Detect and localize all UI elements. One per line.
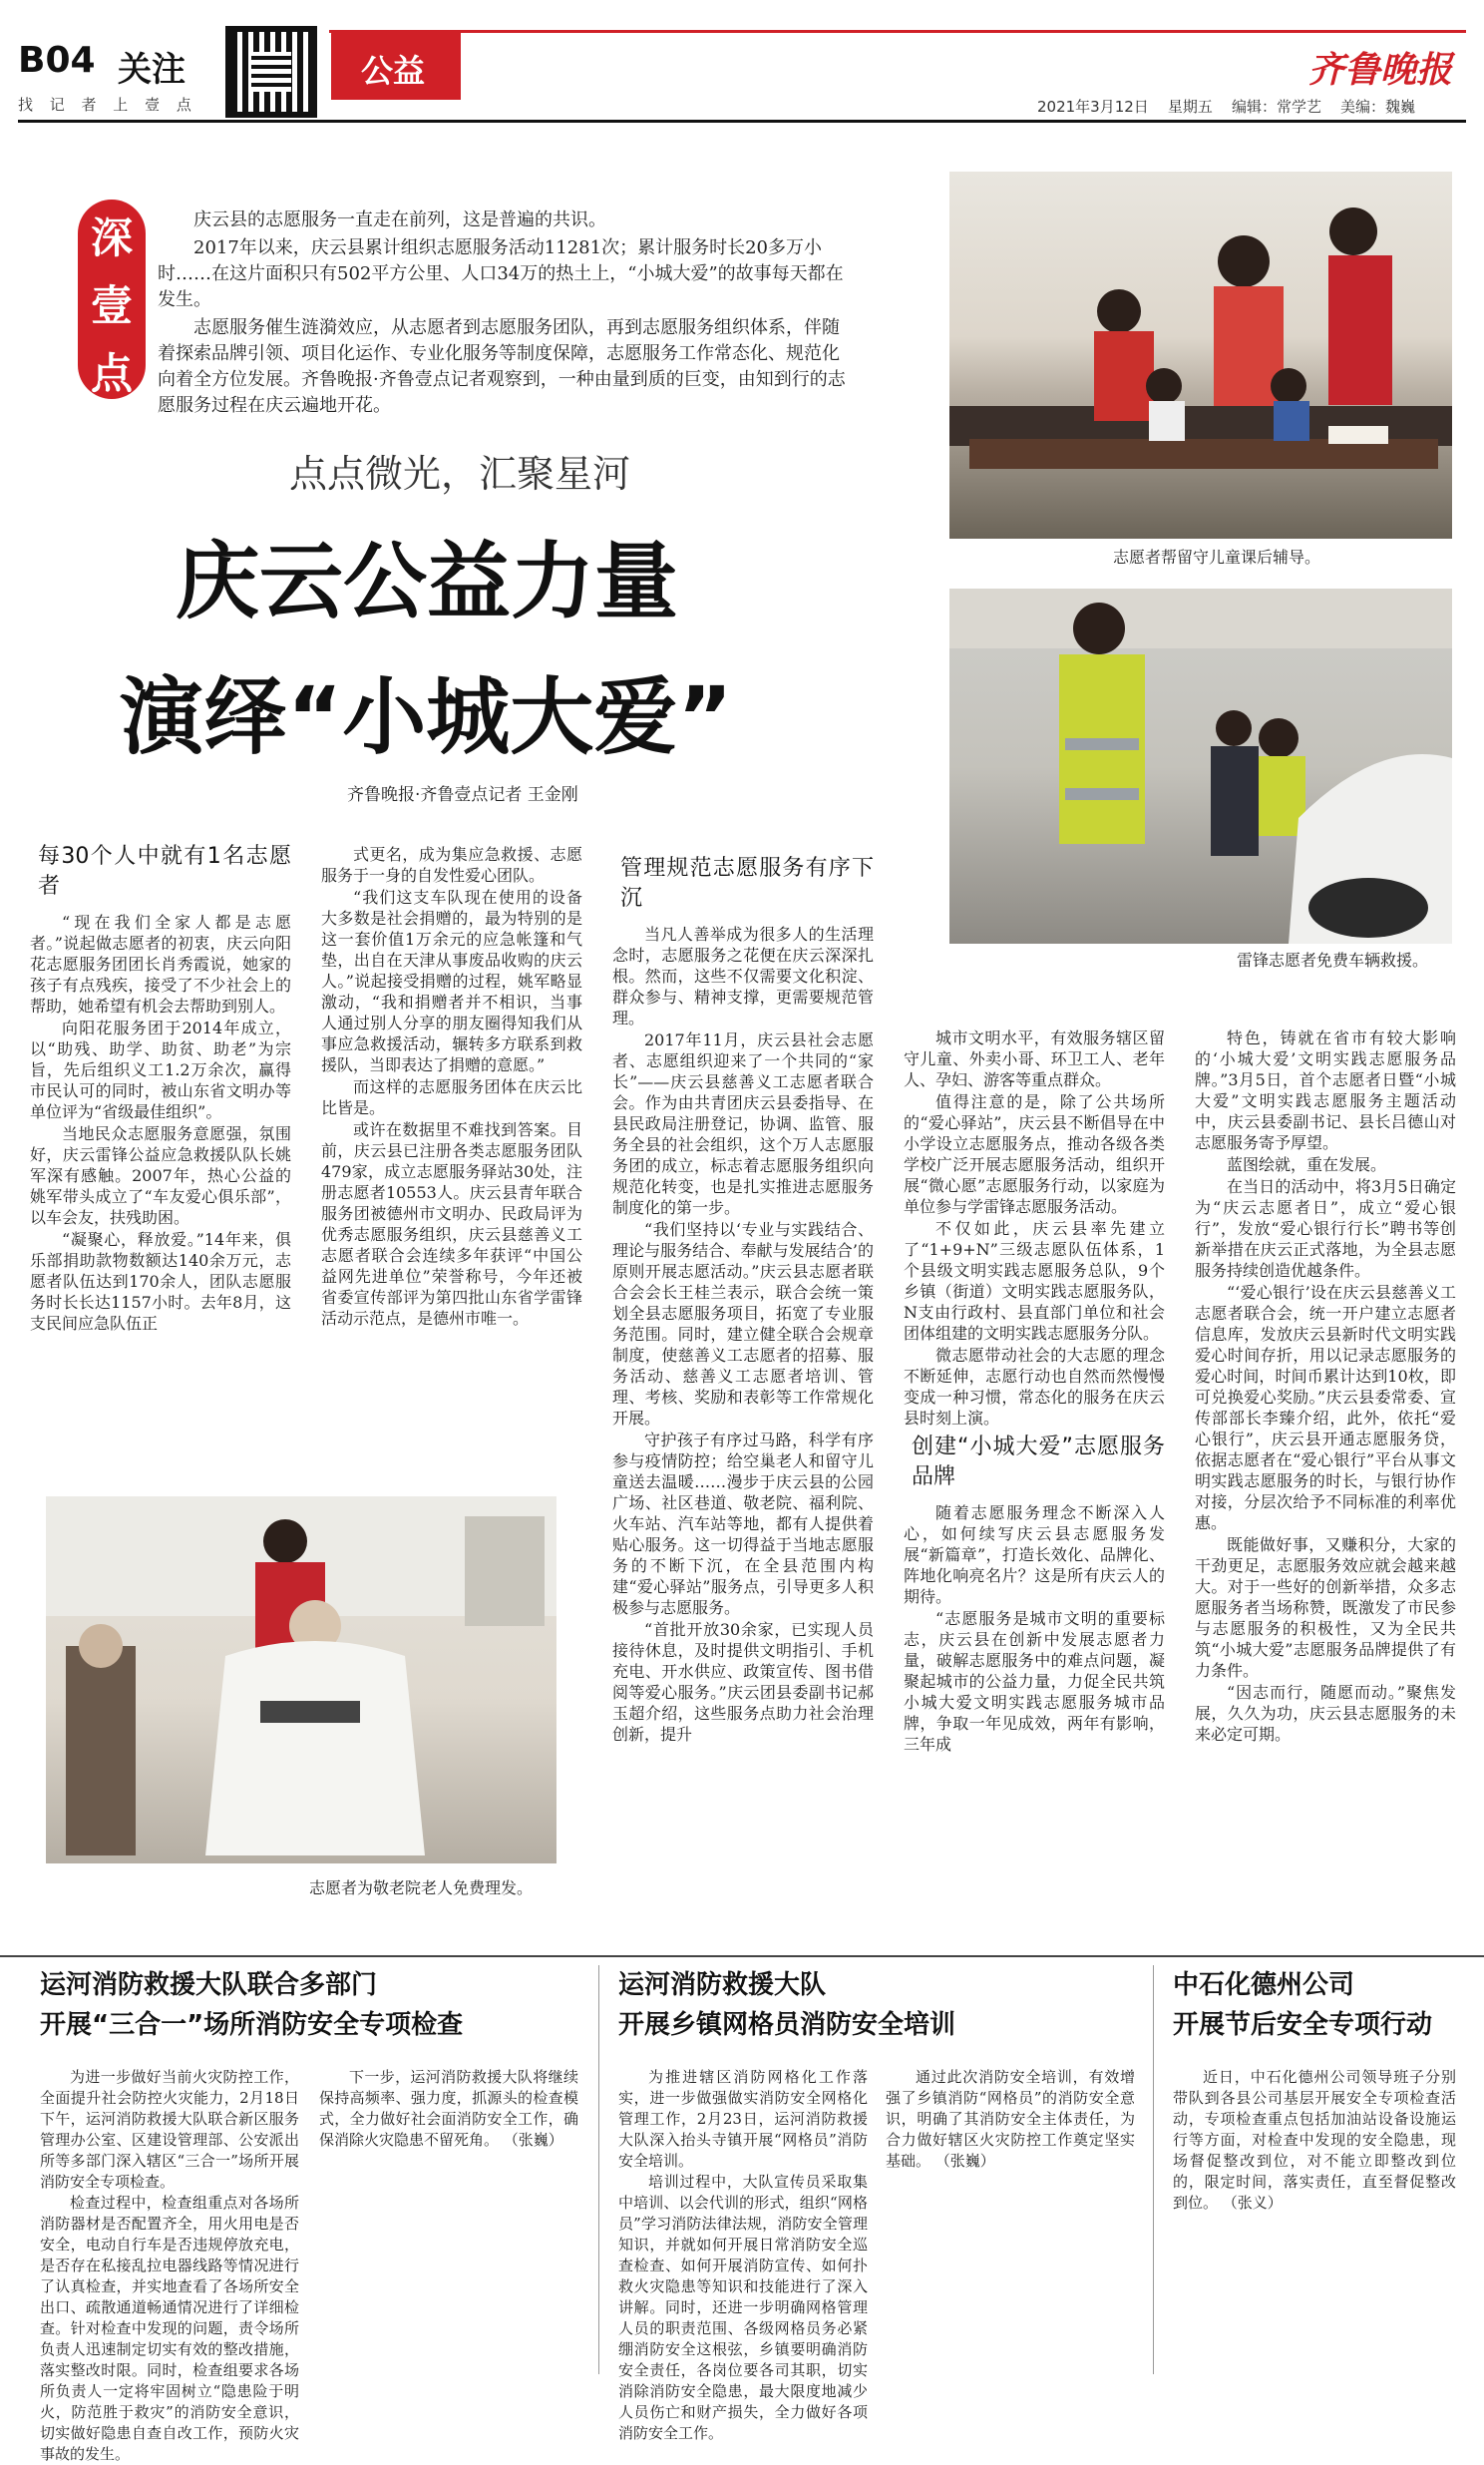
byline: 齐鲁晚报·齐鲁壹点记者 王金刚 xyxy=(347,785,578,805)
photo-rescue-scene xyxy=(949,589,1452,944)
section-heading: 创建“小城大爱”志愿服务品牌 xyxy=(912,1435,1165,1489)
article-para: “我们坚持以‘专业与实践结合、理论与服务结合、奉献与发展结合’的原则开展志愿活动。”庆云县志愿者联合会会长王桂兰表示，联合会统一策划全县志愿服务项目，拓宽了专业服务范围。同时，建立健全联合会规章制度，使慈善义工志愿者的招募、服务活动、慈善义工志愿者培训、管理、考核、奖励和表彰等工作常规化开展。 xyxy=(612,1220,874,1428)
photo-tutoring-caption: 志愿者帮留守儿童课后辅导。 xyxy=(1113,548,1321,567)
photo-haircut xyxy=(46,1496,556,1863)
article-para: 当凡人善举成为很多人的生活理念时，志愿服务之花便在庆云深深扎根。然而，这些不仅需要文化积淀、群众参与、精神支撑，更需要规范管理。 xyxy=(612,925,874,1027)
article-para: 蓝图绘就，重在发展。 xyxy=(1227,1155,1387,1174)
article-para: 守护孩子有序过马路，科学有序参与疫情防控；给空巢老人和留守儿童送去温暖……漫步于庆云县的公园广场、社区巷道、敬老院、福利院、火车站、汽车站等地，都有人提供着贴心服务。这一切得益于当地志愿服务的不断下沉，在全县范围内构建“爱心驿站”服务点，引导更多人积极参与志愿服务。 xyxy=(612,1431,874,1617)
page-number: B04 xyxy=(18,40,96,81)
intro-para: 庆云县的志愿服务一直走在前列，这是普遍的共识。 xyxy=(193,209,606,230)
tagline: 找 记 者 上 壹 点 xyxy=(18,96,197,114)
article-para: 既能做好事，又赚积分，大家的干劲更足，志愿服务效应就会越来越大。对于一些好的创新举措，众多志愿服务者当场称赞，既激发了市民参与志愿服务的积极性，又为全民共筑“小城大爱”志愿服务品牌提供了有力条件。 xyxy=(1195,1535,1456,1680)
newspaper-logo: 齐鲁晚报 xyxy=(1308,49,1453,91)
news-divider xyxy=(598,1965,599,2374)
news-title: 运河消防救援大队 xyxy=(618,1970,827,2000)
section-heading: 每30个人中就有1名志愿者 xyxy=(38,844,291,899)
deep-badge xyxy=(78,200,146,399)
dateline: 2021年3月12日 星期五 编辑：常学艺 美编：魏巍 xyxy=(1037,98,1416,116)
article-column-2 xyxy=(321,844,582,1486)
column-label: 公益 xyxy=(361,52,426,90)
news-item-3 xyxy=(1173,1965,1462,2045)
article-para: 随着志愿服务理念不断深入人心，如何续写庆云县志愿服务发展“新篇章”，打造长效化、品牌化、阵地化响亮名片？这是所有庆云人的期待。 xyxy=(904,1503,1165,1606)
news-para: 近日，中石化德州公司领导班子分别带队到各县公司基层开展安全专项检查活动，专项检查重点包括加油站设备设施运行等方面，对检查中发现的安全隐患，现场督促整改到位，对不能立即整改到位的，限定时间，落实责任，直至督促整改到位。 （张义） xyxy=(1173,2068,1456,2212)
column-badge xyxy=(331,30,461,100)
photo-tutoring xyxy=(949,172,1452,539)
article-column-3 xyxy=(612,850,874,1913)
article-para: “因志而行，随愿而动。”聚焦发展，久久为功，庆云县志愿服务的未来必定可期。 xyxy=(1195,1683,1456,1744)
section-name: 关注 xyxy=(118,50,186,90)
news-3-body xyxy=(1173,2067,1456,2266)
news-para: 下一步，运河消防救援大队将继续保持高频率、强力度，抓源头的检查模式，全力做好社会面消防安全工作，确保消除火灾隐患不留死角。 （张巍） xyxy=(319,2068,578,2149)
deep-badge-char: 点 xyxy=(90,349,133,398)
header-red-rule xyxy=(329,30,1466,33)
news-para: 为推进辖区消防网格化工作落实，进一步做强做实消防安全网格化管理工作，2月23日，运河消防救援大队深入抬头寺镇开展“网格员”消防安全培训。 xyxy=(618,2068,868,2170)
news-title: 运河消防救援大队联合多部门 xyxy=(40,1970,378,2000)
article-para: “首批开放30余家，已实现人员接待休息，及时提供文明指引、手机充电、开水供应、政策宣传、图书借阅等爱心服务。”庆云团县委副书记郝玉超介绍，这些服务点助力社会治理创新，提升 xyxy=(612,1620,874,1744)
article-para: 式更名，成为集应急救援、志愿服务于一身的自发性爱心团队。 xyxy=(321,845,582,885)
article-column-4 xyxy=(904,1027,1165,1913)
intro-para: 2017年以来，庆云县累计组织志愿服务活动11281次；累计服务时长20多万小时……在这片面积只有502平方公里、人口34万的热土上，“小城大爱”的故事每天都在发生。 xyxy=(158,237,844,310)
news-para: 培训过程中，大队宣传员采取集中培训、以会代训的形式，组织“网格员”学习消防法律法规，消防安全管理知识，并就如何开展日常消防安全巡查检查、如何开展消防宣传、如何扑救火灾隐患等知识和技能进行了深入讲解。同时，还进一步明确网格管理人员的职责范围、各级网格员务必紧绷消防安全这根弦，乡镇要明确消防安全责任，各岗位要各司其职，切实消除消防安全隐患，最大限度地减少人员伤亡和财产损失，全力做好各项消防安全工作。 xyxy=(618,2173,868,2442)
intro-text xyxy=(158,207,856,421)
photo-tutoring-scene xyxy=(949,172,1452,539)
subheadline: 点点微光，汇聚星河 xyxy=(289,452,631,496)
news-title: 开展“三合一”场所消防安全专项检查 xyxy=(40,2010,464,2040)
news-divider xyxy=(1153,1965,1154,2374)
news-2-body-a xyxy=(618,2067,868,2442)
article-para: 不仅如此，庆云县率先建立了“1+9+N”三级志愿队伍体系，1个县级文明实践志愿服务总队，9个乡镇（街道）文明实践志愿服务队，N支由行政村、县直部门单位和社会团体组建的文明实践志愿服务分队。 xyxy=(904,1219,1165,1343)
news-1-body-a xyxy=(40,2067,299,2463)
photo-haircut-caption: 志愿者为敬老院老人免费理发。 xyxy=(309,1878,534,1897)
article-para: 特色，铸就在省市有较大影响的‘小城大爱’文明实践志愿服务品牌。”3月5日，首个志愿者日暨“小城大爱”文明实践志愿服务主题活动中，庆云县委副书记、县长吕德山对志愿服务寄予厚望。 xyxy=(1195,1028,1456,1152)
news-1-body-b xyxy=(319,2067,578,2376)
header-rule xyxy=(18,120,1466,123)
news-para: 检查过程中，检查组重点对各场所消防器材是否配置齐全，用火用电是否安全，电动自行车是否违规停放充电，是否存在私接乱拉电器线路等情况进行了认真检查，并实地查看了各场所安全出口、疏散通道畅通情况进行了详细检查。针对检查中发现的问题，责令场所负责人迅速制定切实有效的整改措施，落实整改时限。同时，检查组要求各场所负责人一定将牢固树立“隐患险于明火，防范胜于救灾”的消防安全意识，切实做好隐患自查自改工作，预防火灾事故的发生。 xyxy=(40,2194,299,2463)
news-para: 为进一步做好当前火灾防控工作，全面提升社会防控火灾能力，2月18日下午，运河消防救援大队联合新区服务管理办公室、区建设管理部、公安派出所等多部门深入辖区“三合一”场所开展消防安全专项检查。 xyxy=(40,2068,299,2191)
headline-line1: 庆云公益力量 xyxy=(176,533,679,630)
article-para: “凝聚心，释放爱。”14年来，俱乐部捐助款物数额达140余万元，志愿者队伍达到170余人，团队志愿服务时长长达1157小时。去年8月，这支民间应急队伍正 xyxy=(30,1230,291,1333)
news-item-2 xyxy=(618,1965,1137,2045)
article-para: “我们这支车队现在使用的设备大多数是社会捐赠的，最为特别的是这一套价值1万余元的应急帐篷和气垫，出自在天津从事废品收购的庆云人。”说起接受捐赠的过程，姚军略显激动，“我和捐赠者并不相识，当事人通过别人分享的朋友圈得知我们从事应急救援活动，辗转多方联系到救援队，当即表达了捐赠的意愿。” xyxy=(321,888,582,1074)
article-para: 当地民众志愿服务意愿强，氛围好，庆云雷锋公益应急救援队队长姚军深有感触。2007年，热心公益的姚军带头成立了“车友爱心俱乐部”，以车会友，扶残助困。 xyxy=(30,1124,291,1227)
article-para: 在当日的活动中，将3月5日确定为“庆云志愿者日”，成立“爱心银行”，发放“爱心银行行长”聘书等创新举措在庆云正式落地，为全县志愿服务持续创造优越条件。 xyxy=(1195,1177,1456,1280)
photo-rescue xyxy=(949,589,1452,944)
news-title: 中石化德州公司 xyxy=(1173,1970,1355,2000)
article-column-1 xyxy=(30,838,291,1486)
news-2-body-b xyxy=(886,2067,1135,2376)
article-para: 微志愿带动社会的大志愿的理念不断延伸，志愿行动也自然而然慢慢变成一种习惯，常态化的服务在庆云县时刻上演。 xyxy=(904,1346,1165,1428)
article-para: “‘爱心银行’设在庆云县慈善义工志愿者联合会，统一开户建立志愿者信息库，发放庆云县新时代文明实践爱心时间存折，用以记录志愿服务的爱心时间，时间币累计达到10枚，即可兑换爱心奖励。”庆云县委常委、宣传部部长李臻介绍，此外，依托“爱心银行”，庆云县开通志愿服务贷，依据志愿者在“爱心银行”平台从事文明实践志愿服务的时长，与银行协作对接，分层次给予不同标准的利率优惠。 xyxy=(1195,1283,1456,1532)
news-section-rule xyxy=(0,1955,1484,1957)
news-para: 通过此次消防安全培训，有效增强了乡镇消防“网格员”的消防安全意识，明确了其消防安全主体责任，为合力做好辖区火灾防控工作奠定坚实基础。 （张巍） xyxy=(886,2068,1135,2170)
news-title: 开展节后安全专项行动 xyxy=(1173,2010,1433,2040)
article-para: “现在我们全家人都是志愿者。”说起做志愿者的初衷，庆云向阳花志愿服务团团长肖秀霞说，她家的孩子有点残疾，接受了不少社会上的帮助，她希望有机会去帮助到别人。 xyxy=(30,913,291,1016)
article-para: “志愿服务是城市文明的重要标志，庆云县在创新中发展志愿者力量，破解志愿服务中的难点问题，凝聚起城市的公益力量，力促全民共筑小城大爱文明实践志愿服务城市品牌，争取一年见成效，两年有影响，三年成 xyxy=(904,1609,1165,1754)
news-title: 开展乡镇网格员消防安全培训 xyxy=(618,2010,956,2040)
section-heading: 管理规范志愿服务有序下沉 xyxy=(620,856,874,911)
photo-haircut-scene xyxy=(46,1496,556,1863)
article-para: 2017年11月，庆云县社会志愿者、志愿组织迎来了一个共同的“家长”——庆云县慈善义工志愿者联合会。作为由共青团庆云县委指导、在县民政局注册登记，协调、监管、服务全县的社会组织，这个万人志愿服务团的成立，标志着志愿服务组织向规范化转变，也是扎实推进志愿服务制度化的第一步。 xyxy=(612,1030,874,1217)
photo-rescue-caption: 雷锋志愿者免费车辆救援。 xyxy=(1237,951,1429,970)
headline-line2: 演绎“小城大爱” xyxy=(120,668,733,766)
article-para: 值得注意的是，除了公共场所的“爱心驿站”，庆云县不断倡导在中小学设立志愿服务点，推动各级各类学校广泛开展志愿服务活动，组织开展“微心愿”志愿服务行动，以家庭为单位参与学雷锋志愿服务活动。 xyxy=(904,1092,1165,1216)
deep-badge-char: 深 xyxy=(90,213,133,262)
article-para: 或许在数据里不难找到答案。目前，庆云县已注册各类志愿服务团队479家，成立志愿服务驿站30处，注册志愿者10553人。庆云县青年联合服务团被德州市文明办、民政局评为优秀志愿服务组织，庆云县慈善义工志愿者联合会连续多年获评“中国公益网先进单位”荣誉称号，今年还被省委宣传部评为第四批山东省学雷锋活动示范点，是德州市唯一。 xyxy=(321,1120,582,1328)
article-para: 而这样的志愿服务团体在庆云比比皆是。 xyxy=(321,1077,582,1117)
news-item-1 xyxy=(40,1965,598,2045)
article-para: 向阳花服务团于2014年成立，以“助残、助学、助贫、助老”为宗旨，先后组织义工1.2万余次，赢得市民认可的同时，被山东省文明办等单位评为“省级最佳组织”。 xyxy=(30,1019,291,1121)
intro-para: 志愿服务催生涟漪效应，从志愿者到志愿服务团队，再到志愿服务组织体系，伴随着探索品牌引领、项目化运作、专业化服务等制度保障，志愿服务工作常态化、规范化向着全方位发展。齐鲁晚报·齐鲁壹点记者观察到，一种由量到质的巨变，由知到行的志愿服务过程在庆云遍地开花。 xyxy=(158,317,846,416)
qr-code[interactable] xyxy=(225,26,317,118)
article-column-5 xyxy=(1195,1027,1456,1913)
article-para: 城市文明水平，有效服务辖区留守儿童、外卖小哥、环卫工人、老年人、孕妇、游客等重点群众。 xyxy=(904,1028,1165,1089)
deep-badge-char: 壹 xyxy=(90,281,133,330)
